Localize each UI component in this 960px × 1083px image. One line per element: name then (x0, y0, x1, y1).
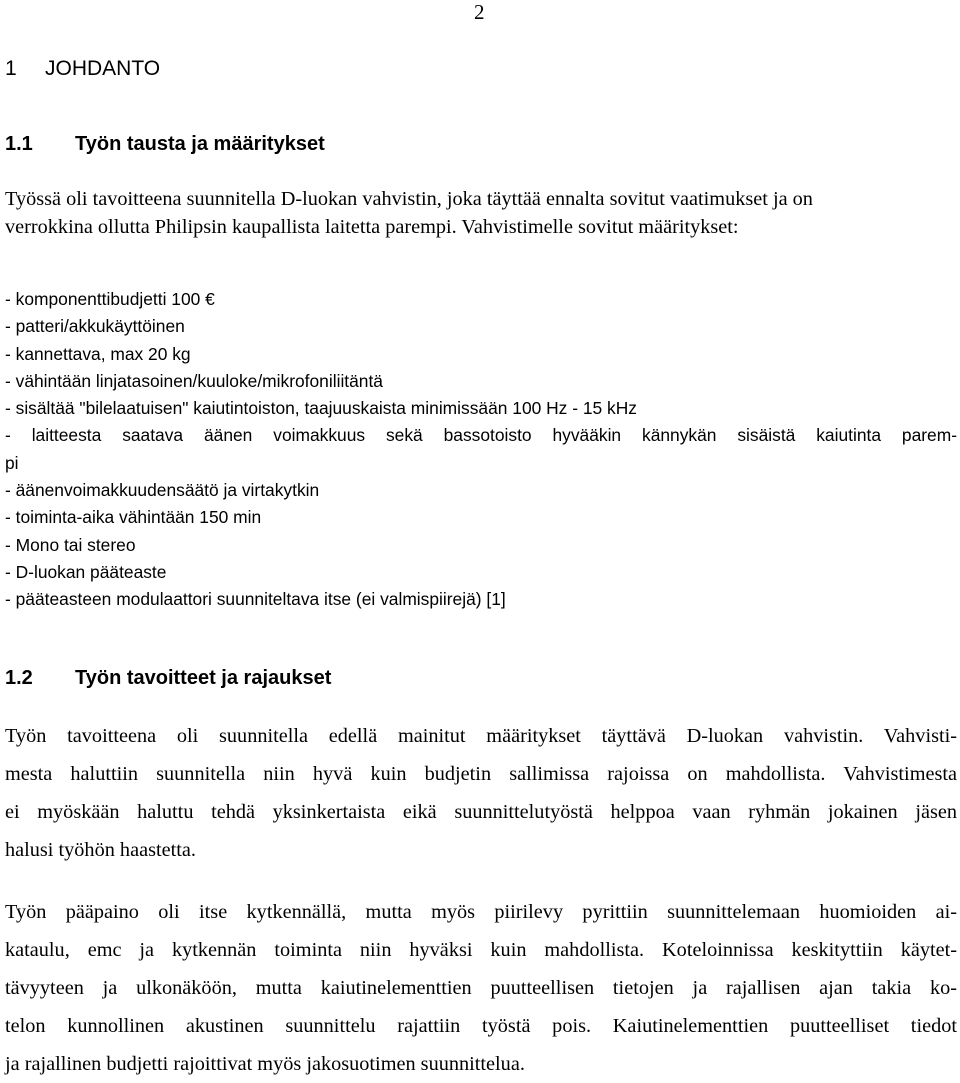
chapter-number: 1 (5, 57, 17, 80)
paragraph-line: Työn pääpaino oli itse kytkennällä, mutta myös piirilevy pyrittiin suunnittelemaan huomioiden ai- (5, 901, 957, 923)
paragraph-line: tävyyteen ja ulkonäköön, mutta kaiutinelementtien puutteellisen tietojen ja rajallisen ajan takia ko- (5, 977, 957, 999)
requirement-item: - äänenvoimakkuudensäätö ja virtakytkin (5, 480, 320, 501)
requirement-item: - vähintään linjatasoinen/kuuloke/mikrofoniliitäntä (5, 370, 383, 391)
requirements-list (5, 286, 957, 614)
intro-line: Työssä oli tavoitteena suunnitella D-luokan vahvistin, joka täyttää ennalta sovitut vaatimukset ja on (5, 188, 813, 210)
goals-paragraph (5, 717, 957, 869)
requirement-item: - patteri/akkukäyttöinen (5, 316, 185, 337)
paragraph-line: halusi työhön haastetta. (5, 839, 196, 861)
section-title-1-1: Työn tausta ja määritykset (75, 133, 325, 155)
paragraph-line: ja rajallinen budjetti rajoittivat myös jakosuotimen suunnittelua. (5, 1053, 525, 1075)
requirement-item: - toiminta-aika vähintään 150 min (5, 507, 262, 528)
requirement-item: - kannettava, max 20 kg (5, 343, 191, 364)
requirement-item: - komponenttibudjetti 100 € (5, 289, 215, 309)
requirement-item-line: pi (5, 452, 19, 473)
intro-paragraph (5, 185, 957, 241)
chapter-heading (5, 56, 160, 82)
section-heading-1-1 (5, 131, 325, 157)
requirement-item: - Mono tai stereo (5, 534, 136, 555)
requirement-item: - sisältää "bilelaatuisen" kaiutintoiston, taajuuskaista minimissään 100 Hz - 15 kHz (5, 398, 637, 419)
paragraph-line: kataulu, emc ja kytkennän toiminta niin hyväksi kuin mahdollista. Koteloinnissa keskityttiin käytet- (5, 939, 957, 961)
paragraph-line: telon kunnollinen akustinen suunnittelu rajattiin työstä pois. Kaiutinelementtien puutteelliset tiedot (5, 1015, 957, 1037)
section-title-1-2: Työn tavoitteet ja rajaukset (75, 667, 332, 689)
section-number-1-2: 1.2 (5, 667, 33, 689)
section-heading-1-2 (5, 665, 331, 691)
section-number-1-1: 1.1 (5, 133, 33, 155)
requirement-item (5, 422, 957, 477)
focus-paragraph (5, 893, 957, 1083)
chapter-title: JOHDANTO (45, 57, 161, 80)
requirement-item: - D-luokan pääteaste (5, 561, 167, 582)
intro-line: verrokkina ollutta Philipsin kaupallista laitetta parempi. Vahvistimelle sovitut määritykset: (5, 216, 739, 238)
paragraph-line: Työn tavoitteena oli suunnitella edellä mainitut määritykset täyttävä D-luokan vahvistin. Vahvisti- (5, 725, 957, 747)
requirement-item: - pääteasteen modulaattori suunniteltava itse (ei valmispiirejä) [1] (5, 589, 506, 610)
requirement-item-line: - laitteesta saatava äänen voimakkuus sekä bassotoisto hyvääkin kännykän sisäistä kaiutinta parem- (5, 425, 957, 446)
paragraph-line: ei myöskään haluttu tehdä yksinkertaista eikä suunnittelutyöstä helppoa vaan ryhmän jokainen jäsen (5, 801, 957, 823)
paragraph-line: mesta haluttiin suunnitella niin hyvä kuin budjetin sallimissa rajoissa on mahdollista. Vahvistimesta (5, 763, 957, 785)
page-number: 2 (474, 0, 485, 24)
